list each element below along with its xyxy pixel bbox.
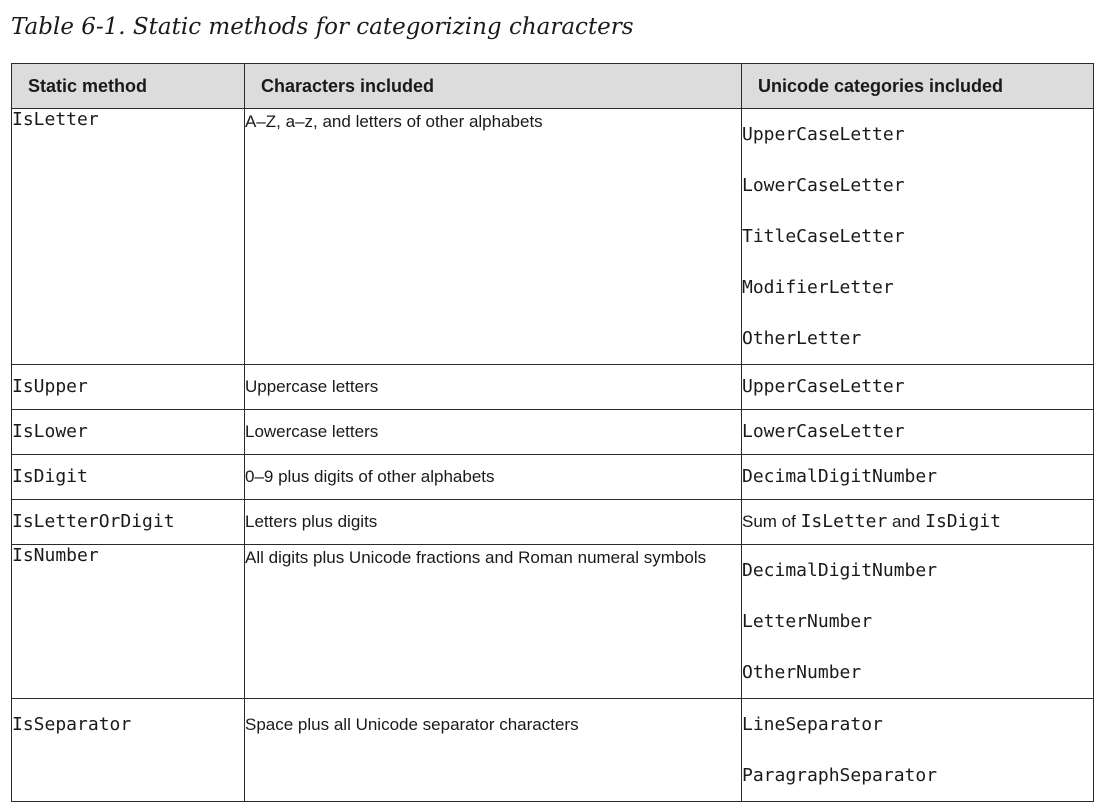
category-item: LineSeparator [742,714,883,735]
categories-cell [742,455,1094,500]
characters-cell: All digits plus Unicode fractions and Roman numeral symbols [245,545,742,699]
characters-cell: A–Z, a–z, and letters of other alphabets [245,109,742,365]
method-cell: IsLower [12,410,245,455]
sum-mid: and [887,512,926,531]
category-item: LetterNumber [742,611,873,632]
header-static-method: Static method [12,64,245,109]
table-row [12,410,1094,455]
category-item: OtherLetter [742,328,862,349]
category-item: OtherNumber [742,662,862,683]
categories-cell [742,699,1094,802]
characters-cell: 0–9 plus digits of other alphabets [245,455,742,500]
category-item: ModifierLetter [742,277,894,298]
table-row [12,500,1094,545]
method-cell: IsSeparator [12,699,245,802]
sum-term-b: IsDigit [925,511,1001,532]
category-item: ParagraphSeparator [742,765,938,786]
table-caption: Table 6-1. Static methods for categorizing characters [11,14,634,40]
table-row [12,365,1094,410]
category-sum [742,500,1093,544]
category-item: DecimalDigitNumber [742,560,938,581]
characters-cell: Space plus all Unicode separator characters [245,699,742,802]
category-item: UpperCaseLetter [742,124,905,145]
category-item: UpperCaseLetter [742,376,905,397]
table-row [12,455,1094,500]
table-row [12,545,1094,699]
method-cell: IsDigit [12,455,245,500]
characters-cell: Lowercase letters [245,410,742,455]
method-cell: IsLetterOrDigit [12,500,245,545]
categories-cell [742,500,1094,545]
categories-cell [742,545,1094,699]
characters-cell: Letters plus digits [245,500,742,545]
category-item: LowerCaseLetter [742,421,905,442]
category-item: DecimalDigitNumber [742,466,938,487]
table-row [12,699,1094,802]
categorizing-methods-table [11,63,1094,802]
category-item: TitleCaseLetter [742,226,905,247]
method-cell: IsLetter [12,109,245,365]
method-cell: IsNumber [12,545,245,699]
characters-cell: Uppercase letters [245,365,742,410]
categories-cell [742,109,1094,365]
method-cell: IsUpper [12,365,245,410]
table-row [12,109,1094,365]
header-unicode-categories: Unicode categories included [742,64,1094,109]
sum-prefix: Sum of [742,512,801,531]
table-header-row [12,64,1094,109]
category-item: LowerCaseLetter [742,175,905,196]
categories-cell [742,410,1094,455]
sum-term-a: IsLetter [800,511,888,532]
categories-cell [742,365,1094,410]
header-characters-included: Characters included [245,64,742,109]
